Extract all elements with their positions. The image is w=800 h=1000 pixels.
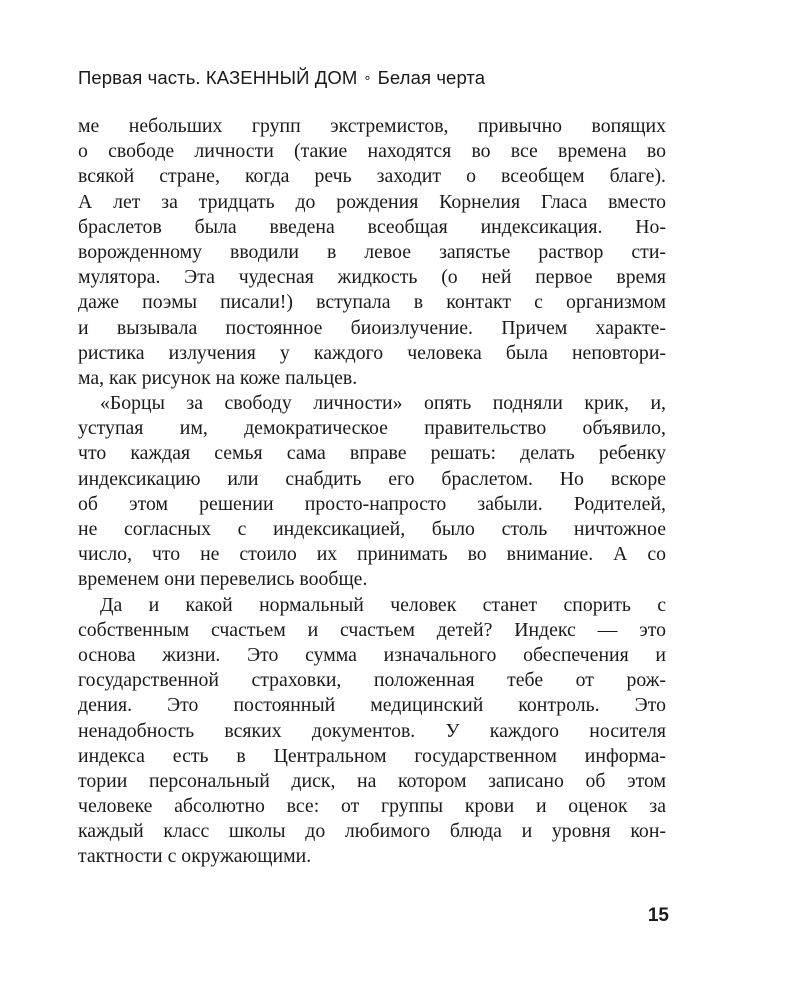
paragraph [78,391,666,593]
text-line: и вызывала постоянное биоизлучение. Причем характе- [78,316,666,339]
paragraph [78,593,666,870]
text-line: мулятора. Эта чудесная жидкость (о ней первое время [78,266,666,289]
text-line: ма, как рисунок на коже пальцев. [78,366,358,389]
text-line: индексикацию или снабдить его браслетом. Но вскоре [78,467,666,490]
text-line: ворожденному вводили в левое запястье раствор сти- [78,240,666,263]
paragraph [78,114,666,391]
running-header [78,67,485,89]
text-line: число, что не стоило их принимать во внимание. А со [78,543,666,566]
text-line: дения. Это постоянный медицинский контроль. Это [78,694,666,717]
text-line: государственной страховки, положенная тебе от рож- [78,669,666,692]
text-line: браслетов была введена всеобщая индексикация. Но- [78,215,666,238]
text-line: об этом решении просто-напросто забыли. Родителей, [78,492,666,515]
text-line: ме небольших групп экстремистов, привычно вопящих [78,115,666,137]
text-line: всякой стране, когда речь заходит о всеобщем благе). [78,165,666,188]
header-part-title: Первая часть. КАЗЕННЫЙ ДОМ [78,67,358,88]
header-chapter-title: Белая черта [377,67,486,88]
header-separator-icon: ∘ [363,70,372,85]
text-line: тактности с окружающими. [78,845,312,868]
text-line: каждый класс школы до любимого блюда и уровня кон- [78,820,666,843]
text-line: Да и какой нормальный человек станет спорить с [100,593,666,616]
text-line: тории персональный диск, на котором записано об этом [78,769,666,792]
page-number: 15 [647,905,669,926]
text-line: что каждая семья сама вправе решать: делать ребенку [78,442,666,465]
text-line: даже поэмы писали!) вступала в контакт с организмом [78,291,666,314]
text-line: индекса есть в Центральном государственном информа- [78,744,666,767]
text-line: о свободе личности (такие находятся во все времена во [78,140,666,163]
body-text [78,114,666,870]
text-line: не согласных с индексикацией, было столь ничтожное [78,518,666,540]
text-line: временем они перевелись вообще. [78,568,368,591]
text-line: ненадобность всяких документов. У каждого носителя [78,719,666,742]
text-line: человеке абсолютно все: от группы крови и оценок за [78,795,666,818]
text-line: собственным счастьем и счастьем детей? Индекс — это [78,618,666,641]
text-line: ристика излучения у каждого человека была неповтори- [78,341,666,364]
text-line: основа жизни. Это сумма изначального обеспечения и [78,643,666,666]
text-line: А лет за тридцать до рождения Корнелия Гласа вместо [78,190,666,213]
text-line: уступая им, демократическое правительство объявило, [78,417,666,440]
text-line: «Борцы за свободу личности» опять подняли крик, и, [100,392,666,415]
